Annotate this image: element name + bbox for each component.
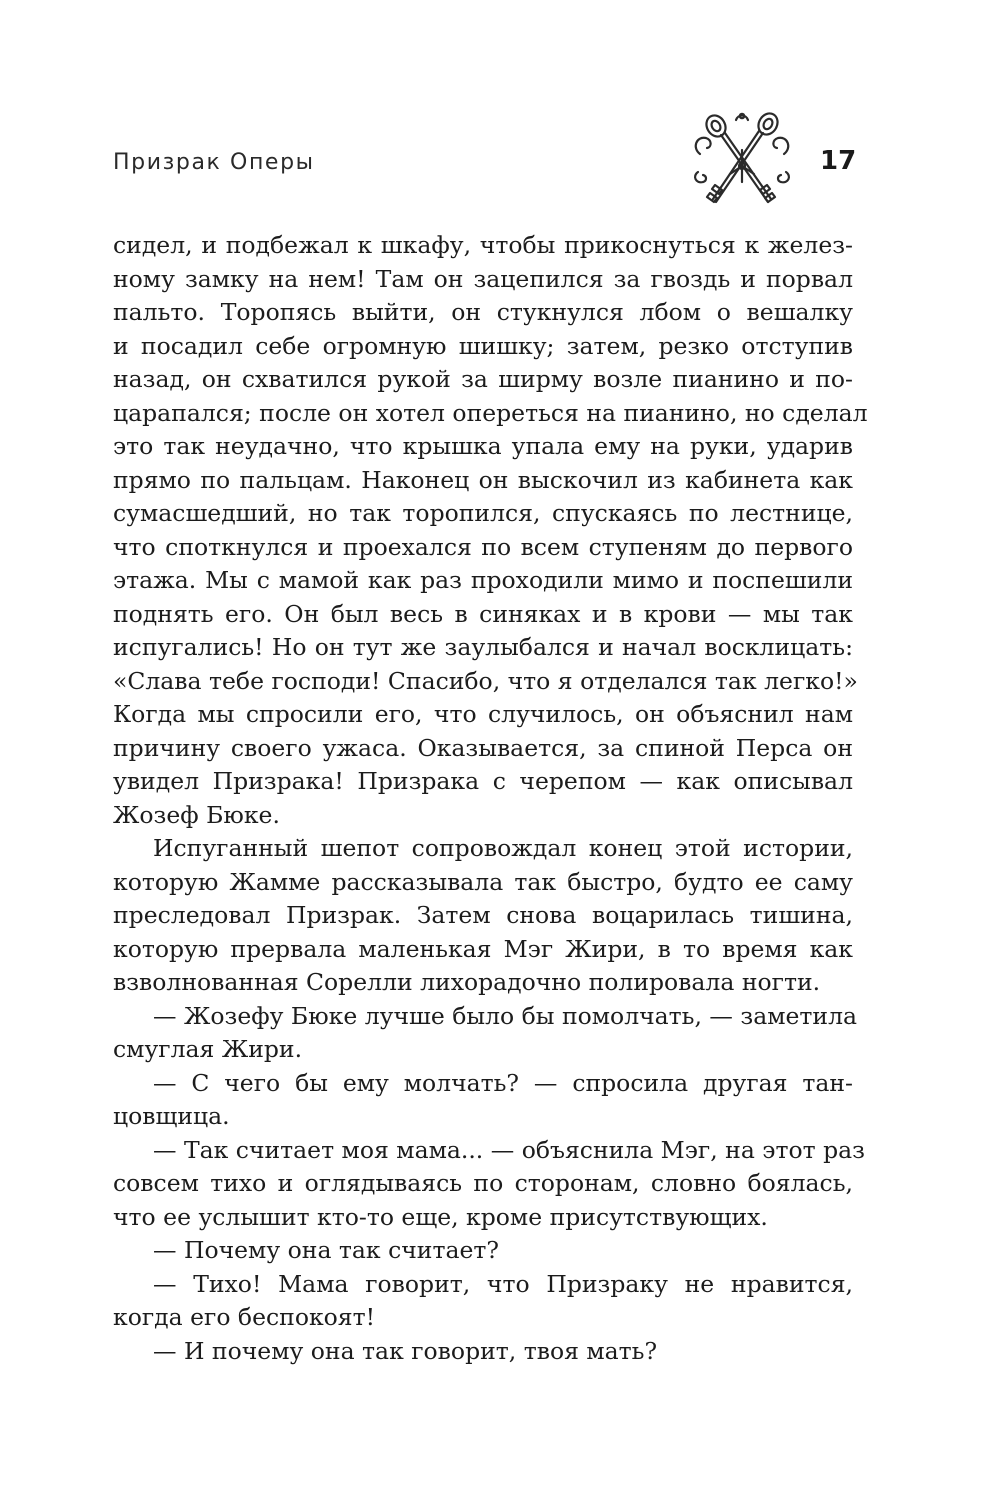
text-line: это так неудачно, что крышка упала ему на руки, ударив xyxy=(113,432,853,460)
text-line: ному замку на нем! Там он зацепился за гвоздь и порвал xyxy=(113,264,853,293)
crossed-keys-icon xyxy=(686,110,800,214)
text-line: что споткнулся и проехался по всем ступеням до первого xyxy=(113,532,853,561)
text-line: прямо по пальцам. Наконец он выскочил из кабинета как xyxy=(113,465,853,494)
text-line: пальто. Торопясь выйти, он стукнулся лбом о вешалку xyxy=(113,298,853,326)
running-title: Призрак Оперы xyxy=(113,150,315,175)
text-line: этажа. Мы с мамой как раз проходили мимо и поспешили xyxy=(113,566,853,594)
text-line: испугались! Но он тут же заулыбался и начал восклицать: xyxy=(113,633,853,661)
text-line: и посадил себе огромную шишку; затем, резко отступив xyxy=(113,331,853,360)
text-line: — И почему она так говорит, твоя мать? xyxy=(153,1336,658,1365)
text-line: сумасшедший, но так торопился, спускаясь по лестнице, xyxy=(113,499,853,527)
text-line: Испуганный шепот сопровождал конец этой истории, xyxy=(153,834,853,862)
text-line: — Жозефу Бюке лучше было бы помолчать, — заметила xyxy=(153,1001,858,1030)
text-line: Когда мы спросили его, что случилось, он объяснил нам xyxy=(113,700,853,728)
text-line: Жозеф Бюке. xyxy=(113,800,280,829)
text-line: поднять его. Он был весь в синяках и в крови — мы так xyxy=(113,599,853,628)
text-line: — С чего бы ему молчать? — спросила другая тан- xyxy=(153,1068,853,1097)
text-line: совсем тихо и оглядываясь по сторонам, словно боялась, xyxy=(113,1169,853,1197)
text-line: — Так считает моя мама... — объяснила Мэг, на этот раз xyxy=(153,1135,865,1164)
text-line: преследовал Призрак. Затем снова воцарилась тишина, xyxy=(113,901,853,929)
text-line: что ее услышит кто-то еще, кроме присутствующих. xyxy=(113,1202,768,1231)
text-line: цовщица. xyxy=(113,1102,230,1130)
text-line: взволнованная Сорелли лихорадочно полировала ногти. xyxy=(113,968,821,996)
text-line: увидел Призрака! Призрака с черепом — как описывал xyxy=(113,767,853,795)
text-line: «Слава тебе господи! Спасибо, что я отделался так легко!» xyxy=(113,666,858,695)
text-line: — Тихо! Мама говорит, что Призраку не нравится, xyxy=(153,1269,853,1298)
text-line: которую Жамме рассказывала так быстро, будто ее саму xyxy=(113,867,853,896)
text-line: смуглая Жири. xyxy=(113,1035,303,1063)
text-line: назад, он схватился рукой за ширму возле пианино и по- xyxy=(113,365,853,393)
text-line: сидел, и подбежал к шкафу, чтобы прикоснуться к желез- xyxy=(113,231,853,259)
text-line: царапался; после он хотел опереться на пианино, но сделал xyxy=(113,398,868,427)
text-line: причину своего ужаса. Оказывается, за спиной Перса он xyxy=(113,733,853,762)
text-line: которую прервала маленькая Мэг Жири, в то время как xyxy=(113,934,853,963)
text-line: когда его беспокоят! xyxy=(113,1303,376,1331)
text-line: — Почему она так считает? xyxy=(153,1236,499,1264)
body-text xyxy=(113,229,868,1368)
page-number: 17 xyxy=(820,146,857,176)
